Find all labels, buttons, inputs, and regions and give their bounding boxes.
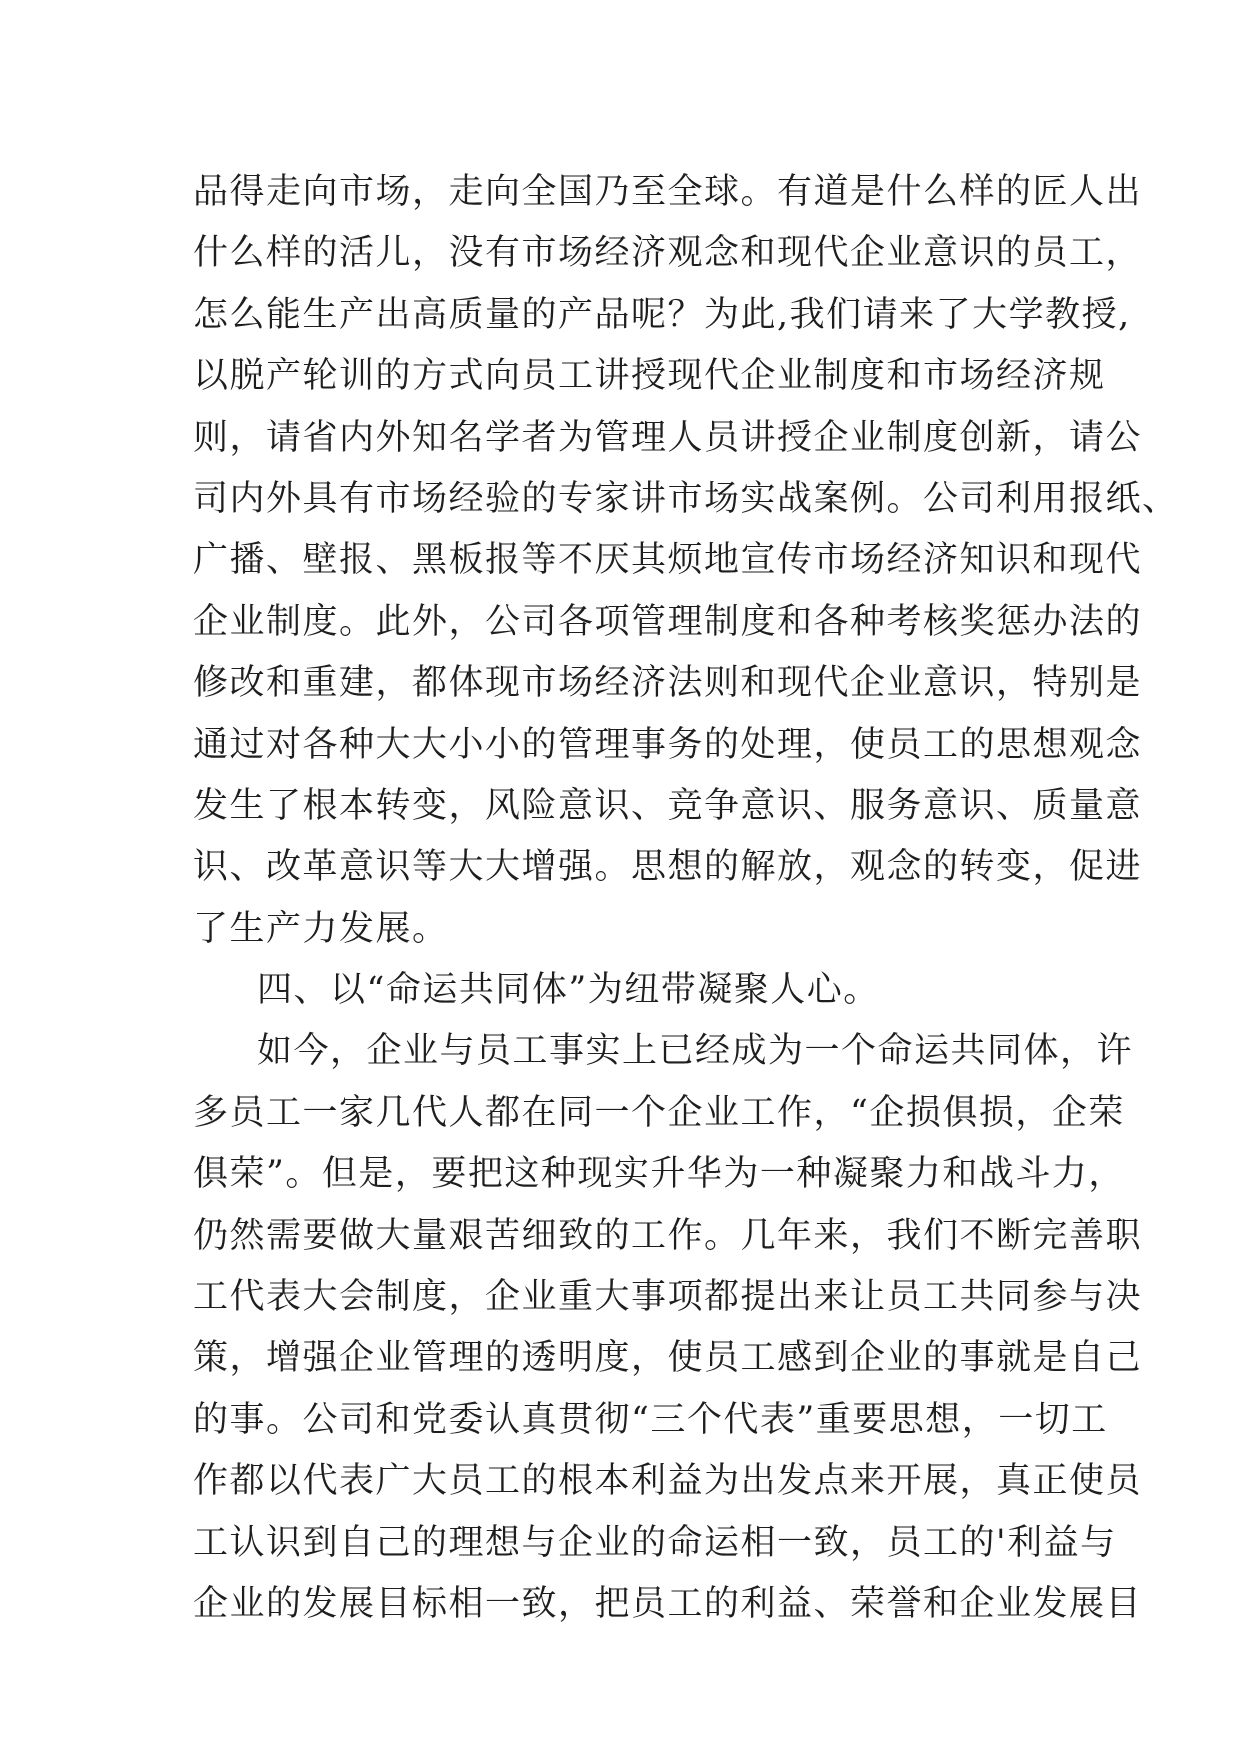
- text-line: 企业制度。此外，公司各项管理制度和各种考核奖惩办法的: [193, 601, 1143, 642]
- text-line: 俱荣”。但是，要把这种现实升华为一种凝聚力和战斗力，: [193, 1154, 1125, 1195]
- text-line: 怎么能生产出高质量的产品呢？为此,我们请来了大学教授,: [193, 294, 1131, 335]
- text-line: 什么样的活儿，没有市场经济观念和现代企业意识的员工，: [193, 233, 1143, 274]
- text-line: 发生了根本转变，风险意识、竞争意识、服务意识、质量意: [193, 785, 1143, 826]
- text-line: 如今，企业与员工事实上已经成为一个命运共同体，许: [257, 1031, 1134, 1072]
- text-line: 以脱产轮训的方式向员工讲授现代企业制度和市场经济规: [193, 356, 1106, 397]
- text-line: 司内外具有市场经验的专家讲市场实战案例。公司利用报纸、: [193, 478, 1179, 519]
- text-line: 工认识到自己的理想与企业的命运相一致，员工的'利益与: [193, 1522, 1117, 1563]
- text-line: 了生产力发展。: [193, 908, 449, 949]
- text-line: 广播、壁报、黑板报等不厌其烦地宣传市场经济知识和现代: [193, 540, 1143, 581]
- text-line: 识、改革意识等大大增强。思想的解放，观念的转变，促进: [193, 847, 1143, 888]
- text-line: 作都以代表广大员工的根本利益为出发点来开展，真正使员: [193, 1461, 1143, 1502]
- text-line: 则，请省内外知名学者为管理人员讲授企业制度创新，请公: [193, 417, 1143, 458]
- text-line: 品得走向市场，走向全国乃至全球。有道是什么样的匠人出: [193, 172, 1143, 212]
- text-line: 修改和重建，都体现市场经济法则和现代企业意识，特别是: [193, 663, 1143, 704]
- text-line: 通过对各种大大小小的管理事务的处理，使员工的思想观念: [193, 724, 1143, 765]
- section-heading: 四、以“命运共同体”为纽带凝聚人心。: [257, 970, 880, 1011]
- text-line: 仍然需要做大量艰苦细致的工作。几年来，我们不断完善职: [193, 1215, 1143, 1256]
- document-body: [193, 162, 1179, 1635]
- text-line: 策，增强企业管理的透明度，使员工感到企业的事就是自己: [193, 1338, 1143, 1379]
- text-line: 工代表大会制度，企业重大事项都提出来让员工共同参与决: [193, 1277, 1143, 1318]
- text-line: 多员工一家几代人都在同一个企业工作，“企损俱损，企荣: [193, 1092, 1125, 1133]
- text-line: 的事。公司和党委认真贯彻“三个代表”重要思想，一切工: [193, 1399, 1108, 1440]
- text-line: 企业的发展目标相一致，把员工的利益、荣誉和企业发展目: [193, 1583, 1143, 1624]
